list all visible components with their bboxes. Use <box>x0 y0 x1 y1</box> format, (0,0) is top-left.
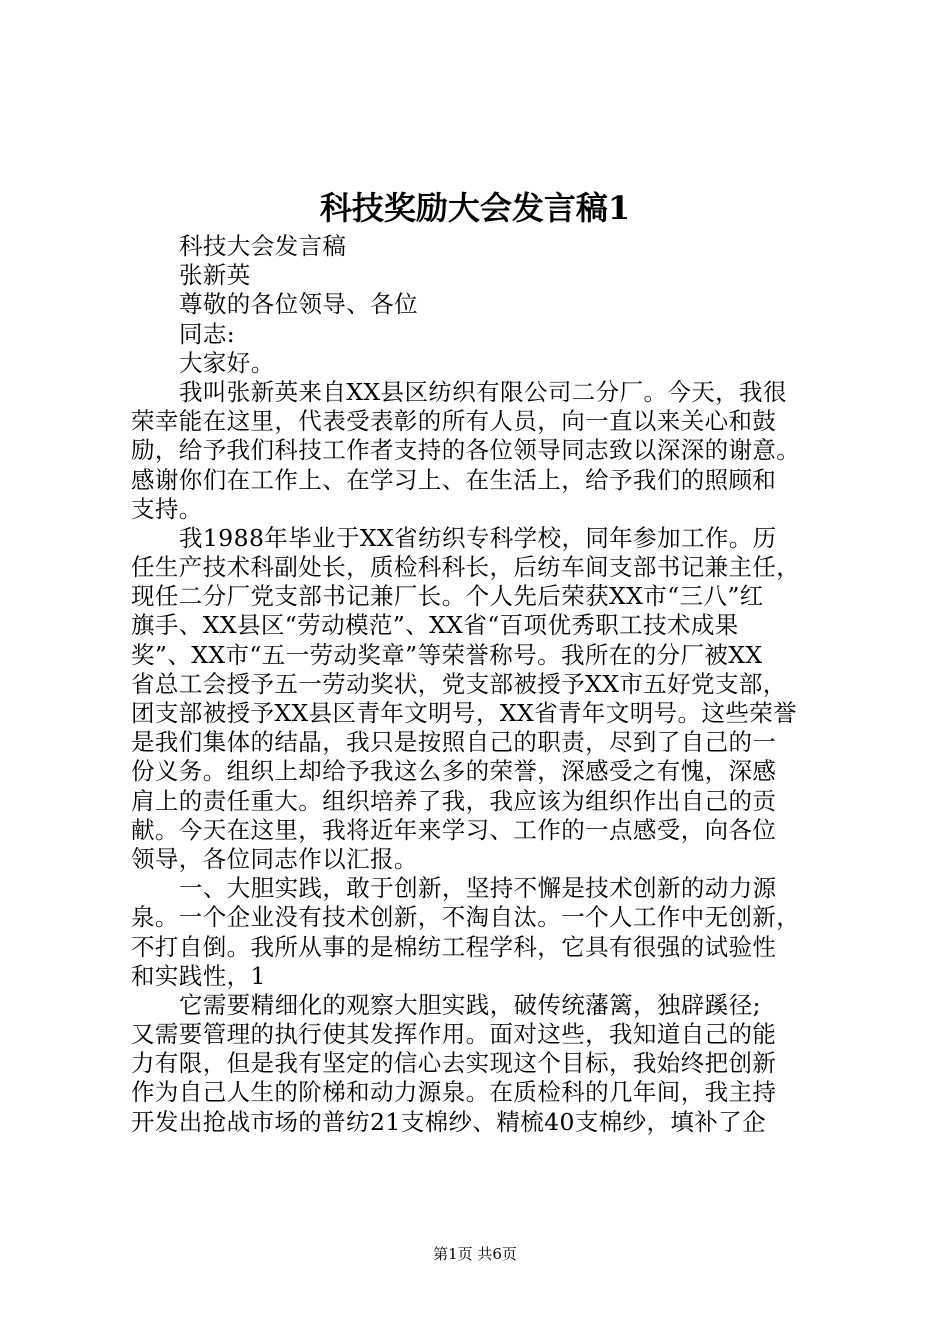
body-line: 省总工会授予五一劳动奖状，党支部被授予XX市五好党支部， <box>131 669 787 698</box>
body-line: 大家好。 <box>179 348 275 377</box>
body-line: 支持。 <box>131 494 203 523</box>
body-line: 领导，各位同志作以汇报。 <box>131 844 418 873</box>
body-line: 张新英 <box>179 261 251 290</box>
body-line: 尊敬的各位领导、各位 <box>179 290 418 319</box>
body-line: 开发出抢战市场的普纺21支棉纱、精梳40支棉纱，填补了企 <box>131 1107 767 1136</box>
page-footer: 第1页 共6页 <box>433 1245 517 1263</box>
document-body <box>131 232 831 1137</box>
body-line: 任生产技术科副处长，质检科科长，后纺车间支部书记兼主任， <box>131 553 801 582</box>
document-title: 科技奖励大会发言稿1 <box>319 189 631 227</box>
body-line: 是我们集体的结晶，我只是按照自己的职责，尽到了自己的一 <box>131 728 777 757</box>
body-line: 我1988年毕业于XX省纺织专科学校，同年参加工作。历 <box>179 523 777 552</box>
body-line: 肩上的责任重大。组织培养了我，我应该为组织作出自己的贡 <box>131 786 777 815</box>
body-line: 荣幸能在这里，代表受表彰的所有人员，向一直以来关心和鼓 <box>131 407 777 436</box>
body-line: 作为自己人生的阶梯和动力源泉。在质检科的几年间，我主持 <box>131 1078 777 1107</box>
body-line: 和实践性，1 <box>131 961 266 990</box>
body-line: 一、大胆实践，敢于创新，坚持不懈是技术创新的动力源 <box>179 874 777 903</box>
body-line: 又需要管理的执行使其发挥作用。面对这些，我知道自己的能 <box>131 1020 777 1049</box>
body-line: 旗手、XX县区“劳动模范”、XX省“百项优秀职工技术成果 <box>131 611 739 640</box>
body-line: 同志: <box>179 319 236 348</box>
body-line: 励，给予我们科技工作者支持的各位领导同志致以深深的谢意。 <box>131 436 801 465</box>
body-line: 我叫张新英来自XX县区纺织有限公司二分厂。今天，我很 <box>179 377 787 406</box>
body-line: 泉。一个企业没有技术创新，不淘自汰。一个人工作中无创新， <box>131 903 801 932</box>
body-line: 感谢你们在工作上、在学习上、在生活上，给予我们的照顾和 <box>131 465 777 494</box>
body-line: 团支部被授予XX县区青年文明号，XX省青年文明号。这些荣誉 <box>131 699 798 727</box>
body-line: 力有限，但是我有坚定的信心去实现这个目标，我始终把创新 <box>131 1049 777 1078</box>
body-line: 它需要精细化的观察大胆实践，破传统藩篱，独辟蹊径; <box>179 990 761 1019</box>
body-line: 科技大会发言稿 <box>179 232 347 260</box>
body-line: 份义务。组织上却给予我这么多的荣誉，深感受之有愧，深感 <box>131 757 777 786</box>
body-line: 不打自倒。我所从事的是棉纺工程学科，它具有很强的试验性 <box>131 932 777 961</box>
body-line: 献。今天在这里，我将近年来学习、工作的一点感受，向各位 <box>131 815 777 844</box>
body-line: 奖”、XX市“五一劳动奖章”等荣誉称号。我所在的分厂被XX <box>131 640 763 669</box>
body-line: 现任二分厂党支部书记兼厂长。个人先后荣获XX市“三八”红 <box>131 582 764 611</box>
